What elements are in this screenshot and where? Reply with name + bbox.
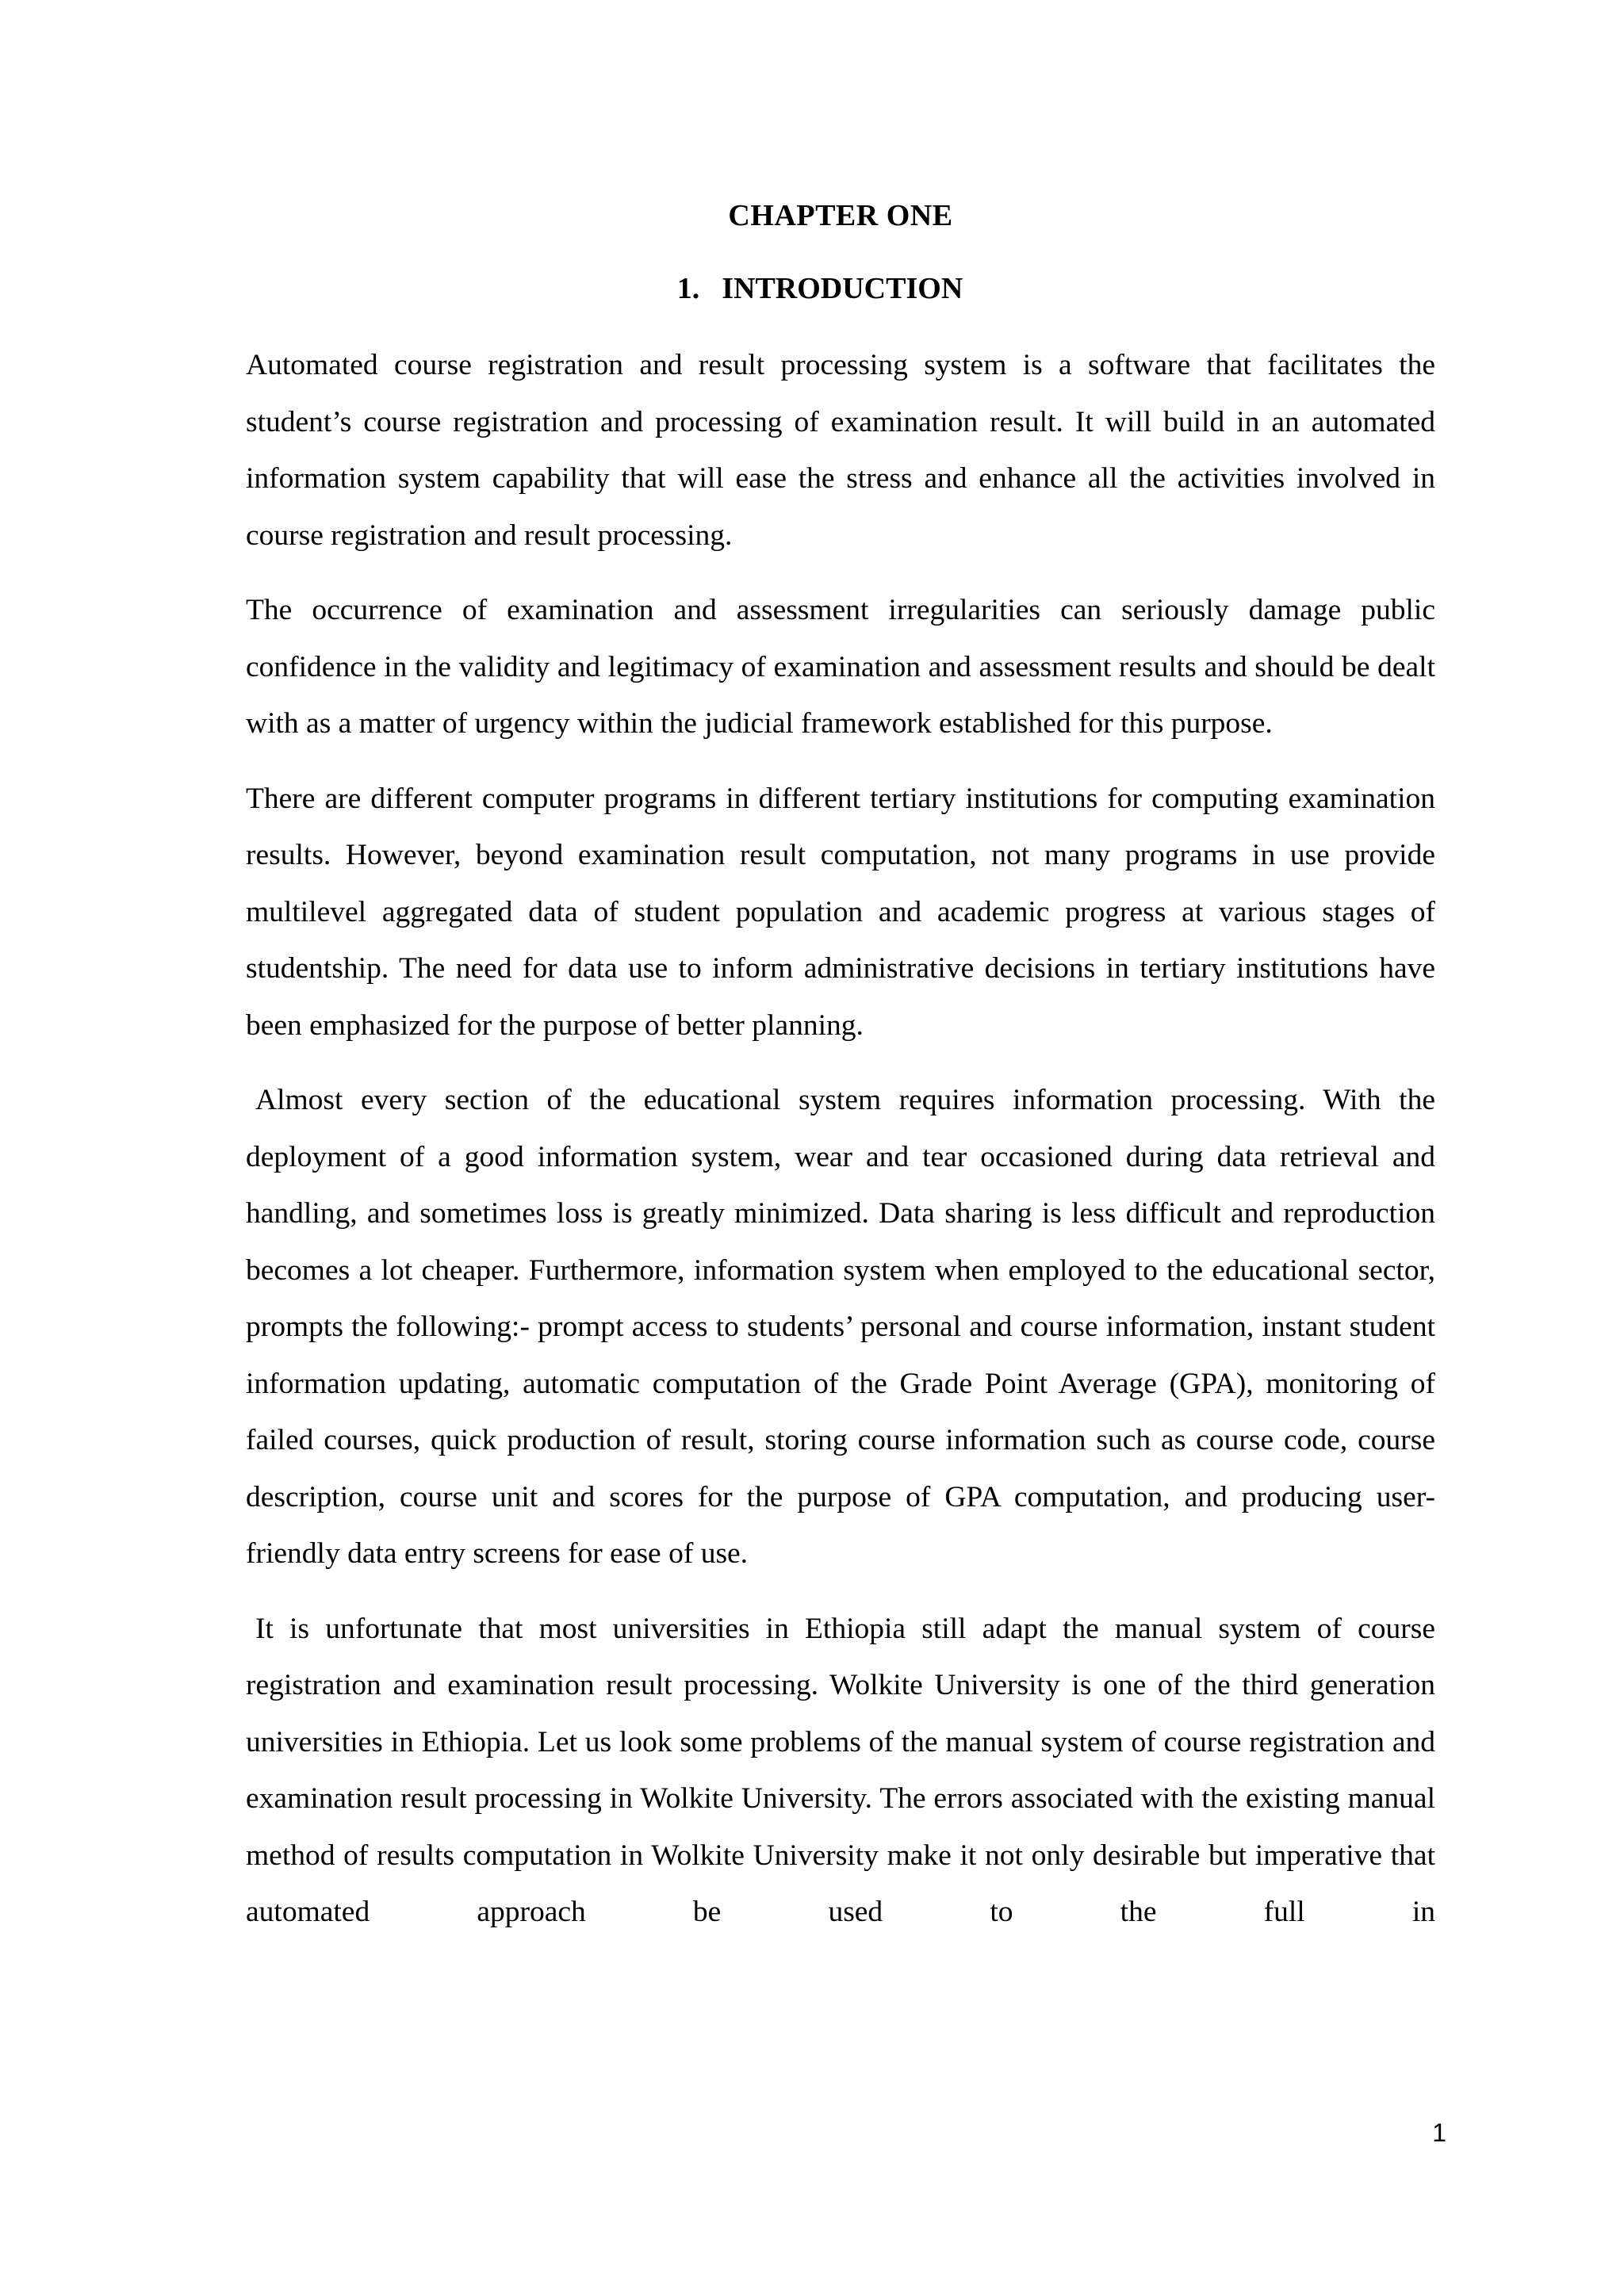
paragraph-5: It is unfortunate that most universities in Ethiopia still adapt the manual system of course registration and examination result processing. Wolkite University is one of the third generation universities in Ethiopia. Let us look some problems of the manual system of course registration and examination result processing in Wolkite University. The errors associated with the existing manual method of results computation in Wolkite University make it not only desirable but imperative that automated approach be used to the full in (246, 1612, 1435, 1928)
paragraph-3: There are different computer programs in different tertiary institutions for computing examination results. However, beyond examination result computation, not many programs in use provide multilevel aggregated data of student population and academic progress at various stages of studentship. The need for data use to inform administrative decisions in tertiary institutions have been emphasized for the purpose of better planning. (246, 782, 1435, 1042)
chapter-title: CHAPTER ONE (728, 199, 953, 232)
paragraph-1: Automated course registration and result processing system is a software that facilitates the student’s course registration and processing of examination result. It will build in an automated information system capability that will ease the stress and enhance all the activities involved in course registration and result processing. (246, 349, 1435, 552)
section-title: INTRODUCTION (722, 272, 963, 305)
section-heading (0, 268, 1624, 309)
page-number: 1 (1432, 2118, 1446, 2147)
paragraph-4: Almost every section of the educational system requires information processing. With the deployment of a good information system, wear and tear occasioned during data retrieval and handling, and sometimes loss is greatly minimized. Data sharing is less difficult and reproduction becomes a lot cheaper. Furthermore, information system when employed to the educational sector, prompts the following:- prompt access to students’ personal and course information, instant student information updating, automatic computation of the Grade Point Average (GPA), monitoring of failed courses, quick production of result, storing course information such as course code, course description, course unit and scores for the purpose of GPA computation, and producing user-friendly data entry screens for ease of use. (246, 1084, 1435, 1570)
body-text (246, 337, 1435, 1959)
paragraph-2: The occurrence of examination and assessment irregularities can seriously damage public confidence in the validity and legitimacy of examination and assessment results and should be dealt with as a matter of urgency within the judicial framework established for this purpose. (246, 594, 1435, 740)
section-number: 1. (676, 272, 700, 305)
